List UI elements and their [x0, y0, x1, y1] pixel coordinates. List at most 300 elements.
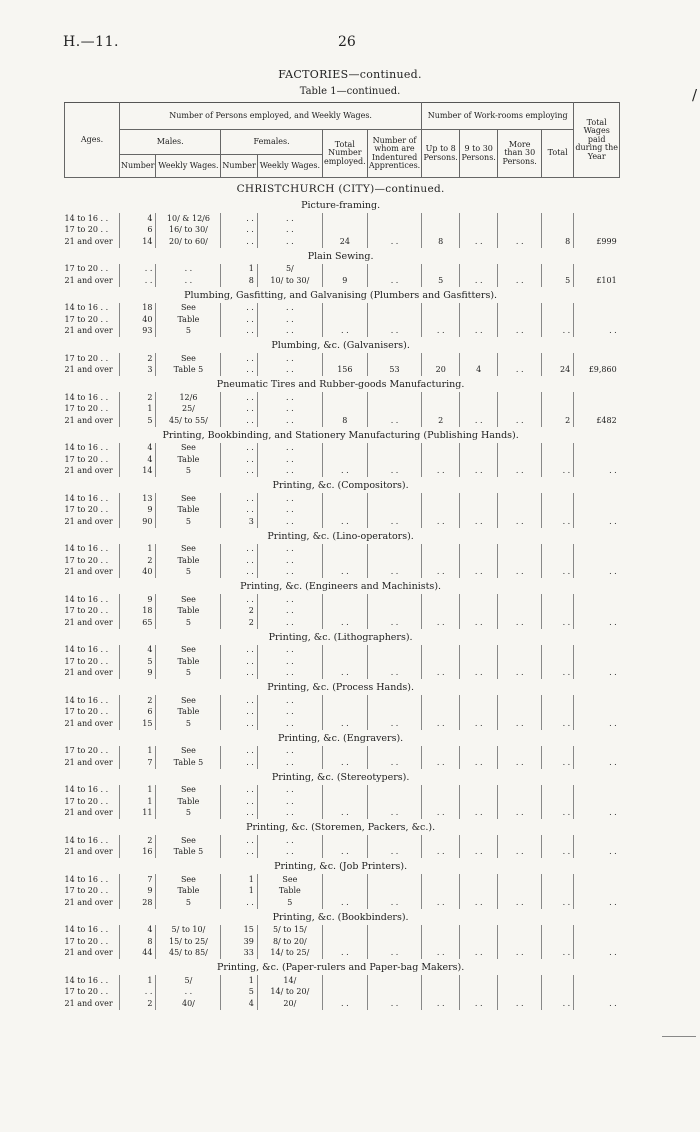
table-cell: [460, 645, 498, 657]
header-more-than-30: More than 30 Persons.: [498, 130, 542, 178]
table-cell: 17 to 20 . .: [64, 555, 109, 565]
table-cell: 8: [221, 275, 257, 287]
table-cell: [460, 874, 498, 886]
table-cell: . .: [120, 275, 156, 287]
table-cell: [498, 454, 542, 466]
table-cell: 17 to 20 . .: [64, 746, 109, 756]
table-cell: 2: [120, 695, 156, 707]
table-cell: 21 and over: [64, 998, 113, 1008]
table-row: [65, 656, 620, 668]
table-cell: . .: [498, 567, 542, 579]
table-cell: [574, 746, 620, 758]
table-row: [65, 567, 620, 579]
table-cell: [460, 353, 498, 365]
table-cell: [542, 874, 574, 886]
table-cell: . .: [574, 998, 620, 1010]
table-cell: . .: [367, 326, 421, 338]
section-title: Printing, &c. (Lithographers).: [268, 631, 413, 643]
section-title: Printing, Bookbinding, and Stationery Manufacturing (Publishing Hands).: [162, 429, 519, 441]
table-cell: . .: [257, 555, 322, 567]
table-cell: See: [156, 785, 221, 797]
table-cell: [367, 835, 421, 847]
table-cell: 5/: [257, 264, 322, 276]
table-cell: . .: [422, 617, 460, 629]
table-cell: [367, 353, 421, 365]
table-cell: [542, 392, 574, 404]
table-cell: 16/ to 30/: [156, 225, 221, 237]
section-title: Plain Sewing.: [307, 250, 374, 262]
table-cell: [498, 645, 542, 657]
table-cell: . .: [257, 213, 322, 225]
table-cell: 21 and over: [64, 948, 113, 958]
table-cell: [460, 544, 498, 556]
table-cell: . .: [221, 392, 257, 404]
table-cell: [422, 594, 460, 606]
table-cell: . .: [221, 695, 257, 707]
table-cell: See: [156, 544, 221, 556]
table-row: [65, 606, 620, 618]
table-row: [65, 314, 620, 326]
margin-mark: /: [692, 86, 698, 104]
table-cell: [542, 314, 574, 326]
table-cell: [422, 544, 460, 556]
table-cell: [542, 785, 574, 797]
table-cell: [460, 404, 498, 416]
table-cell: . .: [574, 326, 620, 338]
table-cell: 15/ to 25/: [156, 936, 221, 948]
table-cell: . .: [460, 466, 498, 478]
table-cell: [322, 493, 367, 505]
table-cell: [422, 987, 460, 999]
table-cell: . .: [542, 998, 574, 1010]
table-cell: [367, 225, 421, 237]
table-cell: [367, 454, 421, 466]
table-cell: £9,860: [574, 365, 620, 377]
table-cell: 21 and over: [64, 516, 113, 526]
table-cell: 14: [120, 236, 156, 248]
table-cell: 17 to 20 . .: [64, 505, 109, 515]
table-cell: Table 5: [156, 365, 221, 377]
table-cell: 40: [120, 314, 156, 326]
table-cell: . .: [367, 466, 421, 478]
table-cell: See: [156, 695, 221, 707]
table-cell: [367, 606, 421, 618]
table-cell: Table: [156, 707, 221, 719]
table-cell: . .: [156, 275, 221, 287]
table-cell: Table: [156, 656, 221, 668]
table-cell: . .: [257, 718, 322, 730]
table-cell: [460, 314, 498, 326]
table-cell: 2: [120, 998, 156, 1010]
table-cell: . .: [322, 617, 367, 629]
header-total-number: Total Number employed.: [322, 130, 367, 178]
table-cell: [367, 796, 421, 808]
header-9-to-30: 9 to 30 Persons.: [460, 130, 498, 178]
table-cell: 14 to 16 . .: [64, 392, 109, 402]
table-cell: [322, 886, 367, 898]
document-reference: H.—11.: [63, 34, 119, 50]
table-cell: . .: [367, 668, 421, 680]
table-row: [65, 645, 620, 657]
table-cell: . .: [498, 808, 542, 820]
table-cell: 65: [120, 617, 156, 629]
table-cell: [498, 835, 542, 847]
table-cell: [460, 594, 498, 606]
table-cell: [542, 493, 574, 505]
table-cell: 12/6: [156, 392, 221, 404]
table-cell: . .: [367, 998, 421, 1010]
table-cell: . .: [257, 505, 322, 517]
table-cell: . .: [460, 326, 498, 338]
table-cell: 2: [120, 392, 156, 404]
table-cell: [422, 505, 460, 517]
table-cell: [322, 555, 367, 567]
table-cell: . .: [221, 785, 257, 797]
table-cell: [422, 645, 460, 657]
table-cell: . .: [221, 567, 257, 579]
table-cell: . .: [367, 275, 421, 287]
table-cell: Table: [257, 886, 322, 898]
table-cell: [574, 656, 620, 668]
table-cell: [574, 443, 620, 455]
table-cell: . .: [257, 392, 322, 404]
table-cell: 5: [156, 808, 221, 820]
table-cell: [367, 404, 421, 416]
page-title: FACTORIES—continued.: [278, 68, 422, 81]
table-cell: 17 to 20 . .: [64, 353, 109, 363]
table-cell: [542, 404, 574, 416]
section-title: Printing, &c. (Storemen, Packers, &c.).: [246, 822, 436, 834]
table-cell: 11: [120, 808, 156, 820]
table-cell: 9: [120, 668, 156, 680]
table-cell: . .: [498, 365, 542, 377]
table-cell: . .: [322, 516, 367, 528]
table-cell: 40: [120, 567, 156, 579]
table-cell: 4: [120, 454, 156, 466]
section-title: Plumbing, &c. (Galvanisers).: [271, 340, 410, 352]
table-cell: 14 to 16 . .: [64, 874, 109, 884]
table-cell: 9: [322, 275, 367, 287]
table-cell: . .: [498, 757, 542, 769]
table-cell: [498, 264, 542, 276]
table-cell: [422, 656, 460, 668]
table-cell: . .: [221, 314, 257, 326]
header-up-to-8: Up to 8 Persons.: [422, 130, 460, 178]
table-cell: See: [156, 303, 221, 315]
table-cell: See: [156, 443, 221, 455]
table-cell: [574, 225, 620, 237]
section-title: Printing, &c. (Compositors).: [272, 480, 409, 492]
table-cell: Table 5: [156, 847, 221, 859]
table-cell: 14 to 16 . .: [64, 303, 109, 313]
table-cell: [498, 746, 542, 758]
table-cell: 7: [120, 757, 156, 769]
table-cell: [367, 746, 421, 758]
table-cell: 5: [221, 987, 257, 999]
table-cell: . .: [574, 516, 620, 528]
table-cell: . .: [322, 998, 367, 1010]
table-cell: [322, 835, 367, 847]
table-cell: 4: [120, 645, 156, 657]
table-cell: 1: [221, 874, 257, 886]
table-cell: 14 to 16 . .: [64, 645, 109, 655]
table-cell: . .: [257, 668, 322, 680]
table-cell: . .: [574, 567, 620, 579]
table-cell: . .: [221, 707, 257, 719]
table-cell: 9: [120, 505, 156, 517]
table-cell: 21 and over: [64, 808, 113, 818]
table-cell: 2: [120, 555, 156, 567]
table-cell: . .: [221, 353, 257, 365]
table-row: [65, 392, 620, 404]
table-cell: 45/ to 55/: [156, 415, 221, 427]
table-cell: [574, 796, 620, 808]
table-cell: [322, 443, 367, 455]
table-cell: [574, 505, 620, 517]
table-cell: [542, 707, 574, 719]
table-cell: . .: [257, 236, 322, 248]
table-cell: 5: [156, 897, 221, 909]
section-title: Printing, &c. (Bookbinders).: [272, 911, 409, 923]
table-cell: [367, 695, 421, 707]
table-cell: [367, 707, 421, 719]
table-cell: [460, 264, 498, 276]
table-row: [65, 897, 620, 909]
table-cell: 90: [120, 516, 156, 528]
table-cell: . .: [460, 948, 498, 960]
table-cell: . .: [221, 645, 257, 657]
table-cell: . .: [498, 326, 542, 338]
table-cell: . .: [221, 668, 257, 680]
table-cell: . .: [542, 757, 574, 769]
table-cell: [542, 796, 574, 808]
table-cell: . .: [542, 567, 574, 579]
table-cell: . .: [257, 757, 322, 769]
table-cell: . .: [257, 835, 322, 847]
table-cell: [367, 443, 421, 455]
table-cell: [574, 936, 620, 948]
table-cell: [498, 796, 542, 808]
table-cell: 6: [120, 707, 156, 719]
table-cell: [542, 555, 574, 567]
table-cell: [498, 594, 542, 606]
table-cell: £482: [574, 415, 620, 427]
table-cell: 21 and over: [64, 567, 113, 577]
table-cell: 5: [156, 466, 221, 478]
table-row: [65, 757, 620, 769]
table-cell: . .: [460, 998, 498, 1010]
table-cell: [542, 656, 574, 668]
table-cell: . .: [542, 718, 574, 730]
table-cell: 5/: [156, 975, 221, 987]
table-cell: 14: [120, 466, 156, 478]
table-cell: [422, 264, 460, 276]
table-cell: . .: [367, 718, 421, 730]
table-cell: [574, 987, 620, 999]
table-cell: [422, 925, 460, 937]
table-cell: [422, 303, 460, 315]
table-cell: 17 to 20 . .: [64, 404, 109, 414]
table-cell: [322, 987, 367, 999]
table-cell: 2: [542, 415, 574, 427]
table-cell: [498, 606, 542, 618]
table-cell: . .: [257, 314, 322, 326]
table-row: [65, 555, 620, 567]
table-row: [65, 936, 620, 948]
table-cell: . .: [221, 415, 257, 427]
table-cell: [498, 353, 542, 365]
table-row: [65, 746, 620, 758]
header-males-number: Number: [120, 155, 156, 178]
table-cell: [498, 656, 542, 668]
table-cell: 4: [460, 365, 498, 377]
table-cell: 156: [322, 365, 367, 377]
table-cell: [574, 695, 620, 707]
table-cell: £999: [574, 236, 620, 248]
table-cell: [574, 544, 620, 556]
table-cell: [574, 606, 620, 618]
table-cell: . .: [257, 365, 322, 377]
table-cell: [542, 264, 574, 276]
table-cell: 20/ to 60/: [156, 236, 221, 248]
table-cell: . .: [422, 757, 460, 769]
table-row: [65, 303, 620, 315]
table-cell: [322, 392, 367, 404]
table-cell: . .: [257, 707, 322, 719]
table-cell: . .: [422, 808, 460, 820]
table-cell: . .: [322, 466, 367, 478]
table-cell: [322, 874, 367, 886]
section-title: Printing, &c. (Paper-rulers and Paper-bag Makers).: [216, 962, 465, 974]
table-cell: [322, 936, 367, 948]
table-cell: 14 to 16 . .: [64, 594, 109, 604]
table-cell: See: [257, 874, 322, 886]
table-cell: [422, 936, 460, 948]
table-cell: . .: [221, 326, 257, 338]
table-cell: 8: [322, 415, 367, 427]
table-cell: . .: [257, 594, 322, 606]
table-cell: 14 to 16 . .: [64, 835, 109, 845]
table-cell: 28: [120, 897, 156, 909]
table-cell: [574, 555, 620, 567]
table-cell: [574, 353, 620, 365]
table-cell: [460, 975, 498, 987]
table-cell: 21 and over: [64, 365, 113, 375]
table-cell: [574, 925, 620, 937]
table-cell: . .: [322, 718, 367, 730]
table-cell: . .: [221, 225, 257, 237]
table-cell: [574, 975, 620, 987]
table-cell: . .: [257, 785, 322, 797]
table-cell: . .: [322, 567, 367, 579]
table-cell: [422, 213, 460, 225]
table-cell: . .: [221, 835, 257, 847]
table-cell: [367, 645, 421, 657]
table-cell: [422, 225, 460, 237]
table-cell: . .: [221, 796, 257, 808]
table-cell: 21 and over: [64, 897, 113, 907]
table-cell: . .: [542, 897, 574, 909]
table-cell: 5/ to 10/: [156, 925, 221, 937]
table-cell: 7: [120, 874, 156, 886]
table-cell: [460, 886, 498, 898]
table-cell: . .: [422, 948, 460, 960]
table-cell: . .: [367, 236, 421, 248]
table-cell: [542, 353, 574, 365]
table-cell: . .: [367, 617, 421, 629]
table-cell: See: [156, 746, 221, 758]
table-cell: 16: [120, 847, 156, 859]
table-cell: . .: [460, 847, 498, 859]
table-cell: 2: [120, 835, 156, 847]
table-cell: [422, 695, 460, 707]
table-cell: 14 to 16 . .: [64, 695, 109, 705]
table-cell: [322, 225, 367, 237]
table-cell: [322, 746, 367, 758]
table-cell: 21 and over: [64, 718, 113, 728]
table-cell: 9: [120, 594, 156, 606]
table-row: [65, 874, 620, 886]
section-title: Printing, &c. (Engineers and Machinists).: [240, 581, 442, 593]
table-cell: See: [156, 835, 221, 847]
table-cell: . .: [257, 746, 322, 758]
header-workrooms-group: Number of Work-rooms employing: [422, 103, 574, 130]
table-cell: Table: [156, 555, 221, 567]
table-cell: [542, 936, 574, 948]
table-cell: [460, 606, 498, 618]
table-cell: [460, 925, 498, 937]
table-cell: 13: [120, 493, 156, 505]
table-cell: 8: [120, 936, 156, 948]
table-cell: [574, 707, 620, 719]
table-cell: [498, 925, 542, 937]
table-cell: [322, 314, 367, 326]
table-cell: [460, 707, 498, 719]
table-row: [65, 707, 620, 719]
table-cell: [498, 314, 542, 326]
table-cell: . .: [574, 466, 620, 478]
table-cell: 3: [120, 365, 156, 377]
table-cell: 20: [422, 365, 460, 377]
table-cell: [542, 606, 574, 618]
table-cell: See: [156, 645, 221, 657]
table-cell: [542, 544, 574, 556]
table-cell: 21 and over: [64, 466, 113, 476]
table-cell: [422, 454, 460, 466]
table-cell: . .: [460, 415, 498, 427]
table-cell: . .: [422, 326, 460, 338]
table-cell: [367, 505, 421, 517]
table-cell: 4: [120, 213, 156, 225]
table-cell: 1: [120, 796, 156, 808]
table-cell: 10/ to 30/: [257, 275, 322, 287]
table-cell: [460, 987, 498, 999]
table-cell: 4: [120, 925, 156, 937]
table-row: [65, 718, 620, 730]
table-cell: [322, 975, 367, 987]
table-cell: [498, 785, 542, 797]
table-cell: 5: [156, 718, 221, 730]
table-cell: . .: [120, 987, 156, 999]
table-cell: . .: [221, 897, 257, 909]
table-cell: [367, 555, 421, 567]
table-cell: . .: [542, 466, 574, 478]
table-cell: [322, 264, 367, 276]
table-cell: 44: [120, 948, 156, 960]
table-cell: . .: [257, 454, 322, 466]
table-cell: . .: [221, 544, 257, 556]
table-cell: . .: [257, 617, 322, 629]
